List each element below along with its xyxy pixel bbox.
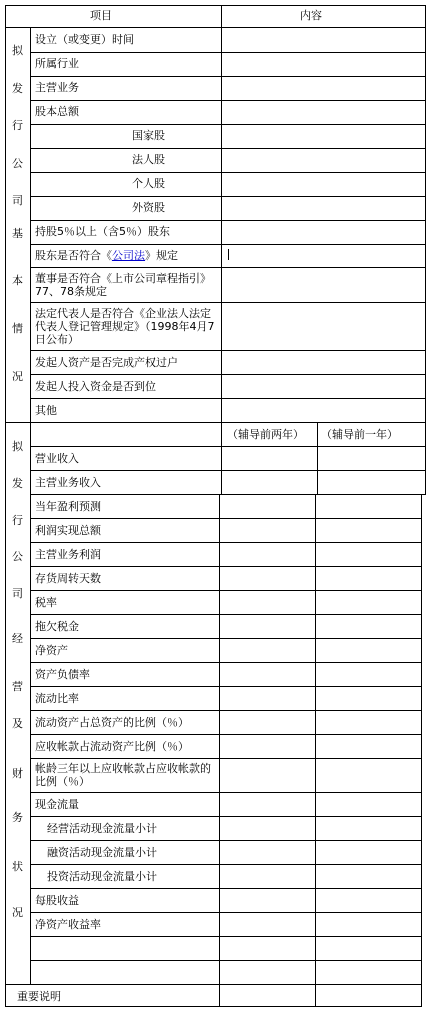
row-label: 帐龄三年以上应收帐款占应收帐款的比例（％） xyxy=(35,762,211,788)
row-label: 利润实现总额 xyxy=(35,524,101,537)
row-label: 法定代表人是否符合《企业法人法定代表人登记管理规定》（1998年4月7日公布） xyxy=(35,307,215,346)
row-label: 其他 xyxy=(35,404,57,417)
row-label: 税率 xyxy=(35,596,57,609)
row-label: 营业收入 xyxy=(35,452,79,465)
row-label: 当年盈利预测 xyxy=(35,500,101,513)
side-char: 务 xyxy=(12,811,23,824)
row-label: 每股收益 xyxy=(35,894,79,907)
row-label: 主营业务利润 xyxy=(35,548,101,561)
row-label: 净资产 xyxy=(35,644,68,657)
row-label: 法人股 xyxy=(132,153,165,166)
header-item: 项目 xyxy=(90,9,112,22)
side-char: 行 xyxy=(12,514,23,527)
side-char: 营 xyxy=(12,680,23,693)
side-char: 发 xyxy=(12,82,23,95)
shareholder-compliance-row xyxy=(35,249,178,262)
side-char: 发 xyxy=(12,477,23,490)
side-char: 及 xyxy=(12,717,23,730)
row-label: 融资活动现金流量小计 xyxy=(47,846,157,859)
row-label: 持股5％以上（含5％）股东 xyxy=(35,225,170,238)
company-law-link[interactable]: 公司法 xyxy=(112,249,145,262)
side-char: 情 xyxy=(12,322,23,335)
row-label-suffix: 》规定 xyxy=(145,249,178,262)
row-label: 主营业务收入 xyxy=(35,476,101,489)
row-label: 个人股 xyxy=(132,177,165,190)
row-label: 股本总额 xyxy=(35,105,79,118)
side-char: 况 xyxy=(12,906,23,919)
row-label: 投资活动现金流量小计 xyxy=(47,870,157,883)
side-char: 公 xyxy=(12,550,23,563)
row-label: 设立（或变更）时间 xyxy=(35,33,134,46)
row-label: 所属行业 xyxy=(35,57,79,70)
side-char: 况 xyxy=(12,370,23,383)
row-label: 净资产收益率 xyxy=(35,918,101,931)
col-header-one-year-before: （辅导前一年） xyxy=(321,428,398,441)
row-label: 经营活动现金流量小计 xyxy=(47,822,157,835)
row-label: 现金流量 xyxy=(35,798,79,811)
row-label: 应收帐款占流动资产比例（％） xyxy=(35,740,189,753)
row-label: 拖欠税金 xyxy=(35,620,79,633)
side-char: 公 xyxy=(12,157,23,170)
side-char: 司 xyxy=(12,194,23,207)
row-label: 董事是否符合《上市公司章程指引》77、78条规定 xyxy=(35,272,211,298)
row-label: 外资股 xyxy=(132,201,165,214)
row-label: 流动比率 xyxy=(35,692,79,705)
side-char: 基 xyxy=(12,227,23,240)
row-label: 存货周转天数 xyxy=(35,572,101,585)
side-char: 司 xyxy=(12,587,23,600)
row-label: 资产负债率 xyxy=(35,668,90,681)
header-content: 内容 xyxy=(300,9,322,22)
side-char: 拟 xyxy=(12,44,23,57)
row-label: 国家股 xyxy=(132,129,165,142)
side-char: 财 xyxy=(12,767,23,780)
row-label-prefix: 股东是否符合《 xyxy=(35,249,112,262)
row-label: 发起人资产是否完成产权过户 xyxy=(35,356,178,369)
side-char: 拟 xyxy=(12,440,23,453)
row-label: 主营业务 xyxy=(35,81,79,94)
side-char: 状 xyxy=(12,860,23,873)
row-label: 流动资产占总资产的比例（％） xyxy=(35,716,189,729)
side-char: 行 xyxy=(12,119,23,132)
col-header-two-years-before: （辅导前两年） xyxy=(227,428,304,441)
important-notes-label: 重要说明 xyxy=(17,990,61,1003)
row-label: 发起人投入资金是否到位 xyxy=(35,380,156,393)
side-char: 经 xyxy=(12,632,23,645)
side-char: 本 xyxy=(12,274,23,287)
text-cursor xyxy=(228,249,229,260)
